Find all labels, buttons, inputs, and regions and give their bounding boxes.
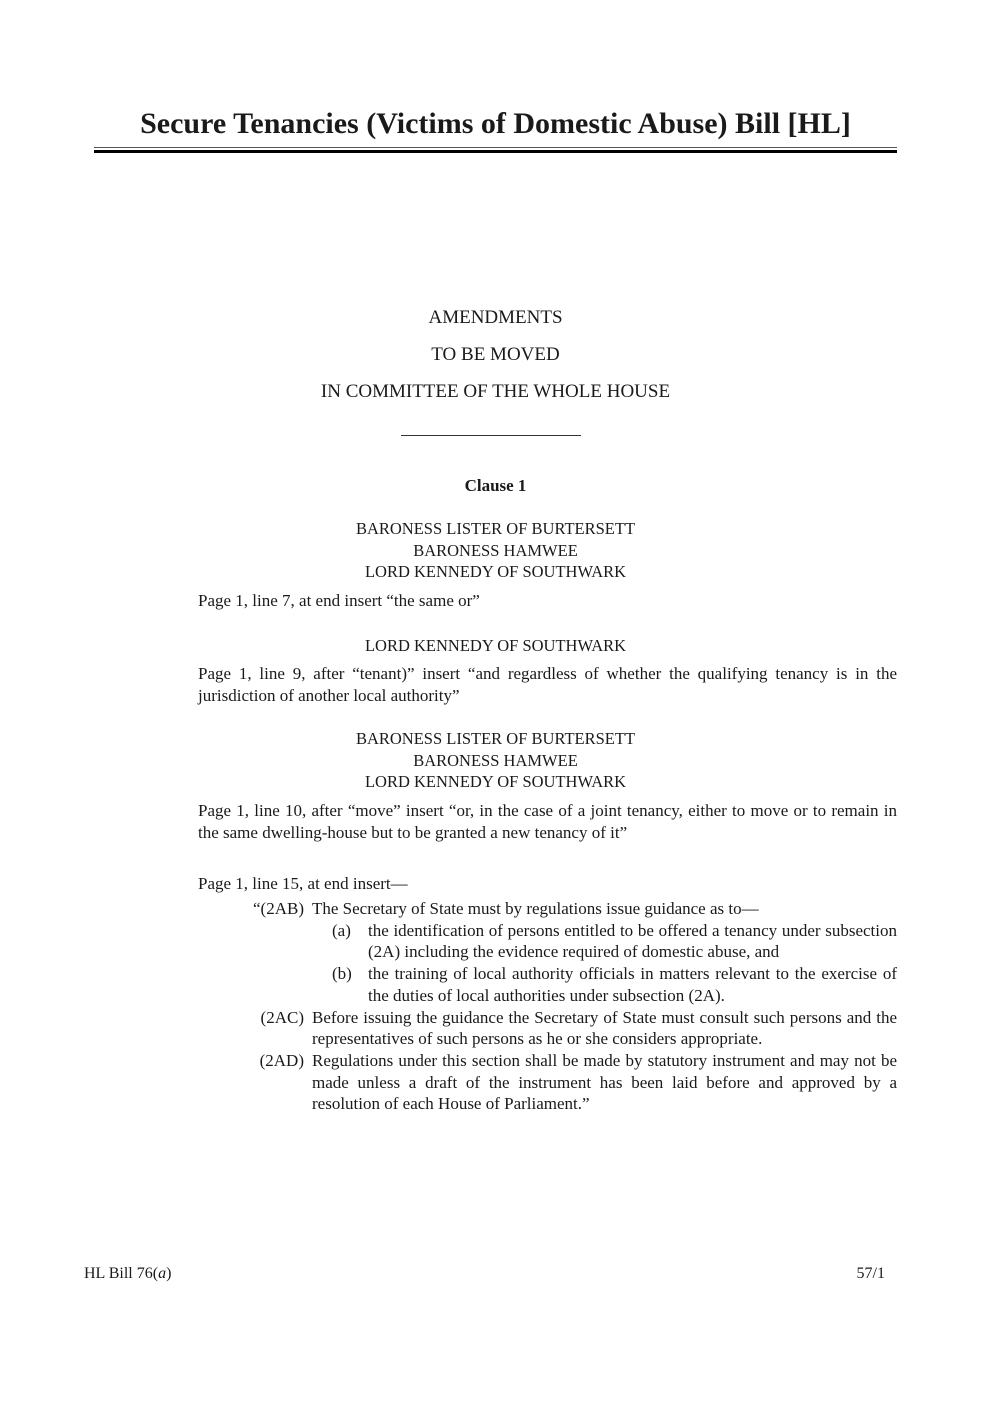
subsection-2AC [198,1007,897,1050]
paragraph-text: the training of local authority officials in matters relevant to the exercise of the duties of local authorities under subsection (2A). [368,964,897,1005]
bill-reference-prefix: HL Bill 76( [84,1265,159,1282]
subsection-number: “(2AB) [253,899,304,918]
amendment-1-text: Page 1, line 7, at end insert “the same or” [198,591,480,610]
amendment-1-sponsors [0,518,991,583]
amendment-4-text: Page 1, line 15, at end insert— [198,874,408,893]
subsection-2AD [198,1050,897,1115]
subsection-text: Before issuing the guidance the Secretary of State must consult such persons and the representatives of such persons as he or she considers appropriate. [312,1007,897,1049]
page-reference: 57/1 [856,1265,885,1282]
sponsor-name: BARONESS LISTER OF BURTERSETT [355,729,636,748]
amendment-3-text: Page 1, line 10, after “move” insert “or, in the case of a joint tenancy, either to move or to remain in the same dwelling-house but to be granted a new tenancy of it” [198,801,897,842]
title-rule-thin [94,147,897,148]
bill-reference-italic: a [158,1265,167,1282]
subsection-number: (2AC) [260,1007,304,1027]
paragraph-number: (a) [332,920,351,940]
sponsor-name: LORD KENNEDY OF SOUTHWARK [364,772,627,791]
heading-committee: IN COMMITTEE OF THE WHOLE HOUSE [320,381,671,402]
subsection-text: The Secretary of State must by regulations issue guidance as to— [312,899,759,918]
subsection-2AB [198,898,897,920]
bill-reference-suffix: ) [166,1265,172,1282]
paragraph-text: the identification of persons entitled to be offered a tenancy under subsection (2A) including the evidence required of domestic abuse, and [368,920,897,962]
heading-to-be-moved: TO BE MOVED [431,344,560,365]
amendment-2-text: Page 1, line 9, after “tenant)” insert “and regardless of whether the qualifying tenancy is in the jurisdiction of another local authority” [198,664,897,705]
inserted-text-block [198,898,897,1115]
paragraph-b [198,963,897,1006]
sponsor-name: BARONESS LISTER OF BURTERSETT [355,519,636,538]
amendment-2-sponsors [0,635,991,657]
section-divider [401,435,581,436]
clause-heading: Clause 1 [464,476,527,495]
title-rule-thick [94,150,897,153]
sponsor-name: LORD KENNEDY OF SOUTHWARK [364,636,627,655]
sponsor-name: BARONESS HAMWEE [413,750,578,770]
bill-reference [84,1265,171,1283]
heading-amendments: AMENDMENTS [428,307,563,328]
subsection-number: (2AD) [259,1050,304,1070]
document-title: Secure Tenancies (Victims of Domestic Abuse) Bill [HL] [140,107,851,140]
paragraph-number: (b) [332,964,352,984]
subsection-text: Regulations under this section shall be made by statutory instrument and may not be made unless a draft of the instrument has been laid before and approved by a resolution of each House of Parliament.” [312,1050,897,1114]
amendment-3-sponsors [0,728,991,793]
sponsor-name: LORD KENNEDY OF SOUTHWARK [364,562,627,581]
sponsor-name: BARONESS HAMWEE [413,540,578,560]
paragraph-a [198,920,897,963]
